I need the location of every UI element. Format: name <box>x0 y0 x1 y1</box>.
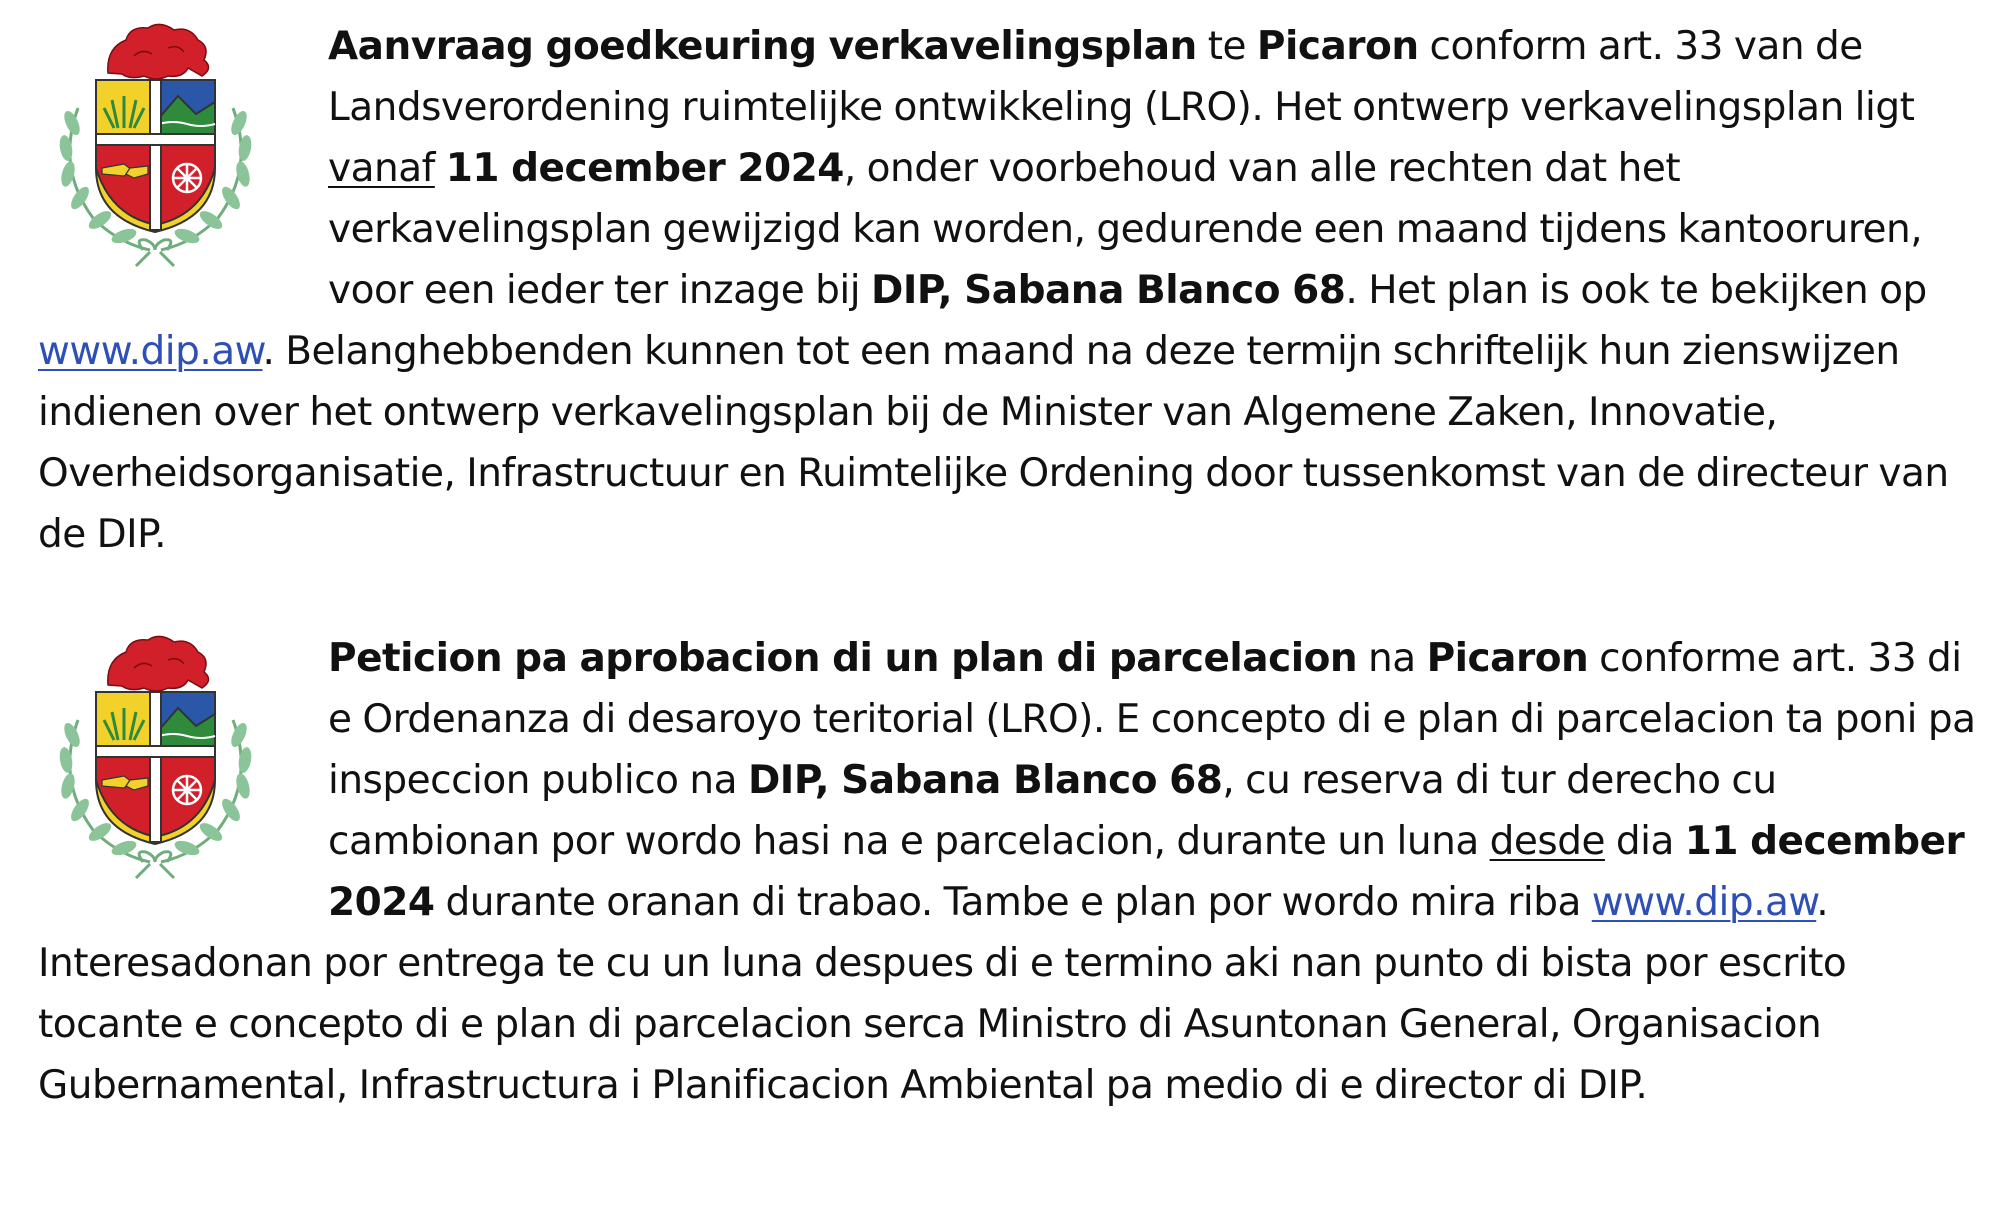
notice-location: Picaron <box>1256 24 1419 69</box>
notice-location: Picaron <box>1426 636 1589 681</box>
notice-text: conforme art. 33 di e Ordenanza di desaroyo teritorial (LRO). E concepto di e plan di parcelacion ta poni pa inspeccion publico na <box>328 636 1976 803</box>
notice-text: te <box>1196 24 1257 69</box>
notice-date: 11 december 2024 <box>328 819 1965 925</box>
notice-dutch <box>38 16 1983 565</box>
notice-text: . Interesadonan por entrega te cu un luna despues di e termino aki nan punto di bista por escrito tocante e concepto di e plan di parcelacion serca Ministro di Asuntonan General, Organisacion Gubernamental, Infrastructura i Planificacion Ambiental pa medio di e director di DIP. <box>38 880 1847 1108</box>
notice-papiamento <box>38 628 1983 1116</box>
notice-text: dia <box>1604 819 1685 864</box>
notice-text: . Belanghebbenden kunnen tot een maand na deze termijn schriftelijk hun zienswijzen indienen over het ontwerp verkavelingsplan bij de Minister van Algemene Zaken, Innovatie, Overheidsorganisatie, Infrastructuur en Ruimtelijke Ordening door tussenkomst van de directeur van de DIP. <box>38 329 1949 557</box>
notice-text: . Het plan is ook te bekijken op <box>1345 268 1927 313</box>
website-link[interactable]: www.dip.aw <box>1591 880 1817 925</box>
notice-title: Aanvraag goedkeuring verkavelingsplan <box>328 24 1197 69</box>
notice-from-word: vanaf <box>328 146 435 191</box>
notice-office: DIP, Sabana Blanco 68 <box>747 758 1223 803</box>
notice-text: , onder voorbehoud van alle rechten dat het verkavelingsplan gewijzigd kan worden, gedurende een maand tijdens kantooruren, voor een ieder ter inzage bij <box>328 146 1923 313</box>
notice-title: Peticion pa aprobacion di un plan di parcelacion <box>328 636 1358 681</box>
notice-text <box>435 146 446 191</box>
aruba-coat-of-arms-icon <box>38 630 273 880</box>
notice-text: , cu reserva di tur derecho cu cambionan por wordo hasi na e parcelacion, durante un luna <box>328 758 1777 864</box>
notice-date: 11 december 2024 <box>445 146 844 191</box>
aruba-coat-of-arms-icon <box>38 18 273 268</box>
website-link[interactable]: www.dip.aw <box>38 329 263 374</box>
notice-text: durante oranan di trabao. Tambe e plan por wordo mira riba <box>434 880 1592 925</box>
notice-from-word: desde <box>1489 819 1605 864</box>
notice-office: DIP, Sabana Blanco 68 <box>870 268 1346 313</box>
notice-text: conform art. 33 van de Landsverordening ruimtelijke ontwikkeling (LRO). Het ontwerp verkavelingsplan ligt <box>328 24 1915 130</box>
notice-text: na <box>1357 636 1427 681</box>
